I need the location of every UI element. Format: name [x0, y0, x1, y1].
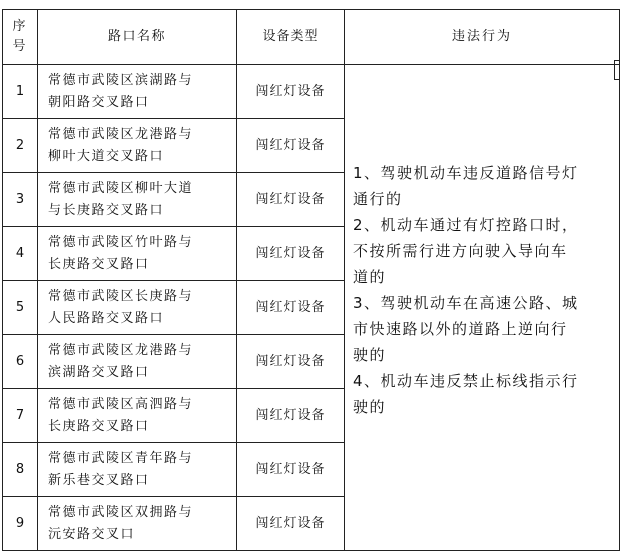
header-serial-char-2: 号: [12, 39, 28, 54]
intersection-name-line-1: 常德市武陵区龙港路与: [48, 126, 194, 142]
intersection-name-line-2: 柳叶大道交叉路口: [48, 148, 165, 164]
row-intersection-name: [38, 65, 237, 119]
row-device-type: 闯红灯设备: [237, 497, 345, 551]
row-intersection-name: [38, 227, 237, 281]
row-intersection-name: [38, 173, 237, 227]
intersection-name-line-1: 常德市武陵区青年路与: [48, 450, 194, 466]
intersection-name-line-1: 常德市武陵区双拥路与: [48, 504, 194, 520]
row-device-type: 闯红灯设备: [237, 443, 345, 497]
intersection-name-line-1: 常德市武陵区柳叶大道: [48, 180, 194, 196]
violation-line: 3、驾驶机动车在高速公路、城: [353, 294, 579, 312]
row-serial-number: 7: [3, 389, 38, 443]
row-serial-number: 6: [3, 335, 38, 389]
row-device-type: 闯红灯设备: [237, 281, 345, 335]
intersection-name-line-2: 与长庚路交叉路口: [48, 202, 165, 218]
row-serial-number: 2: [3, 119, 38, 173]
violation-line: 2、机动车通过有灯控路口时，: [353, 216, 579, 234]
intersection-name-line-2: 人民路路交叉路口: [48, 310, 165, 326]
row-device-type: 闯红灯设备: [237, 65, 345, 119]
intersection-name-line-1: 常德市武陵区滨湖路与: [48, 72, 194, 88]
row-intersection-name: [38, 443, 237, 497]
header-intersection-name: 路口名称: [38, 10, 237, 65]
row-intersection-name: [38, 497, 237, 551]
violation-line: 市快速路以外的道路上逆向行: [353, 320, 568, 338]
intersection-name-line-1: 常德市武陵区长庚路与: [48, 288, 194, 304]
row-serial-number: 8: [3, 443, 38, 497]
row-intersection-name: [38, 119, 237, 173]
header-violation: 违法行为: [345, 10, 620, 65]
violation-line: 驶的: [353, 398, 387, 416]
row-device-type: 闯红灯设备: [237, 227, 345, 281]
violation-description: [345, 65, 620, 551]
edge-bracket-mark: [614, 60, 619, 80]
violation-line: 1、驾驶机动车违反道路信号灯: [353, 164, 579, 182]
violation-line: 4、机动车违反禁止标线指示行: [353, 372, 579, 390]
row-serial-number: 4: [3, 227, 38, 281]
row-intersection-name: [38, 389, 237, 443]
row-serial-number: 1: [3, 65, 38, 119]
row-serial-number: 5: [3, 281, 38, 335]
violation-line: 通行的: [353, 190, 403, 208]
row-intersection-name: [38, 281, 237, 335]
intersection-name-line-2: 新乐巷交叉路口: [48, 472, 150, 488]
header-serial-number: [3, 10, 38, 65]
row-intersection-name: [38, 335, 237, 389]
intersection-name-line-2: 滨湖路交叉路口: [48, 364, 150, 380]
table-row: [3, 65, 620, 119]
intersection-name-line-1: 常德市武陵区竹叶路与: [48, 234, 194, 250]
row-serial-number: 3: [3, 173, 38, 227]
header-serial-char-1: 序: [12, 19, 28, 34]
row-device-type: 闯红灯设备: [237, 335, 345, 389]
intersection-name-line-2: 长庚路交叉路口: [48, 256, 150, 272]
violation-line: 道的: [353, 268, 387, 286]
intersection-name-line-1: 常德市武陵区龙港路与: [48, 342, 194, 358]
intersection-name-line-1: 常德市武陵区高泗路与: [48, 396, 194, 412]
row-device-type: 闯红灯设备: [237, 119, 345, 173]
row-serial-number: 9: [3, 497, 38, 551]
header-device-type: 设备类型: [237, 10, 345, 65]
row-device-type: 闯红灯设备: [237, 173, 345, 227]
row-device-type: 闯红灯设备: [237, 389, 345, 443]
violation-line: 不按所需行进方向驶入导向车: [353, 242, 568, 260]
intersection-name-line-2: 长庚路交叉路口: [48, 418, 150, 434]
intersection-name-line-2: 朝阳路交叉路口: [48, 94, 150, 110]
violation-line: 驶的: [353, 346, 387, 364]
intersection-name-line-2: 沅安路交叉口: [48, 526, 136, 542]
header-row: [3, 10, 620, 65]
violation-device-table: [2, 9, 620, 551]
